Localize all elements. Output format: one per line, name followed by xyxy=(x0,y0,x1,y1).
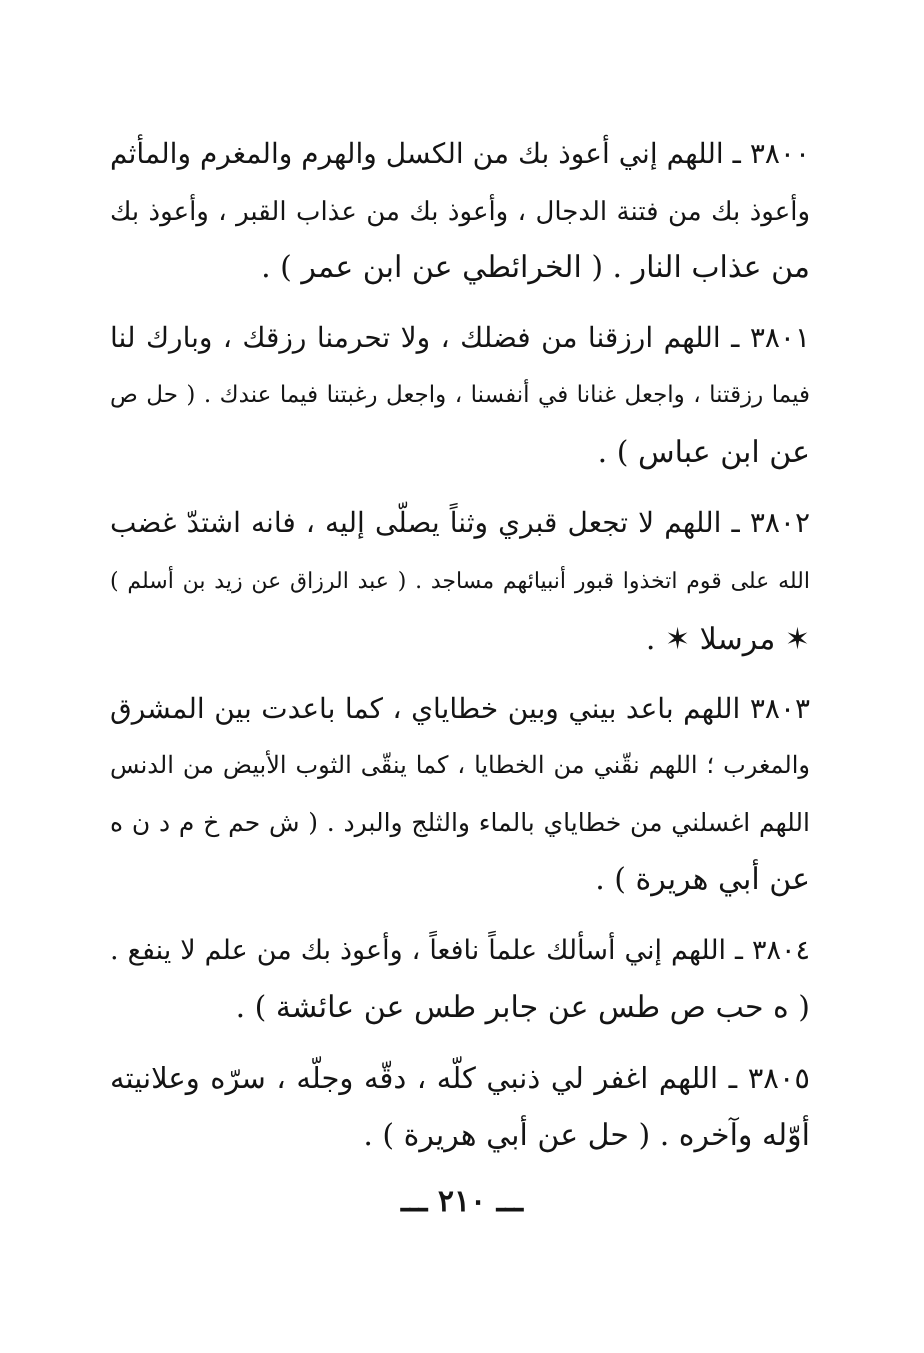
text-line: وأعوذ بك من فتنة الدجال ، وأعوذ بك من عذاب القبر ، وأعوذ بك xyxy=(110,197,810,227)
text-line: ٣٨٠٤ ـ اللهم إني أسألك علماً نافعاً ، وأعوذ بك من علم لا ينفع . xyxy=(110,935,810,966)
text-line: ٣٨٠٢ ـ اللهم لا تجعل قبري وثناً يصلّى إليه ، فانه اشتدّ غضب xyxy=(110,506,810,539)
text-line: أوّله وآخره . ( حل عن أبي هريرة ) . xyxy=(363,1118,810,1153)
text-line: والمغرب ؛ اللهم نقّني من الخطايا ، كما ينقّى الثوب الأبيض من الدنس xyxy=(110,751,810,779)
text-line: ٣٨٠٣ اللهم باعد بيني وبين خطاياي ، كما باعدت بين المشرق xyxy=(110,692,811,725)
text-line: الله على قوم اتخذوا قبور أنبيائهم مساجد . ( عبد الرزاق عن زيد بن أسلم ) xyxy=(110,569,810,594)
text-line: ✶ مرسلا ✶ . xyxy=(645,622,810,657)
text-line: اللهم اغسلني من خطاياي بالماء والثلج والبرد . ( ش حم خ م د ن ه xyxy=(110,808,810,837)
text-line: عن ابن عباس ) . xyxy=(597,435,810,470)
text-line: ٣٨٠١ ـ اللهم ارزقنا من فضلك ، ولا تحرمنا رزقك ، وبارك لنا xyxy=(110,321,810,354)
text-line: ( ه حب ص طس عن جابر طس عن عائشة ) . xyxy=(235,990,810,1025)
text-line: من عذاب النار . ( الخرائطي عن ابن عمر ) . xyxy=(261,250,810,285)
text-line: فيما رزقتنا ، واجعل غنانا في أنفسنا ، واجعل رغبتنا فيما عندك . ( حل ص xyxy=(110,382,810,408)
page-number: ـــ ٢١٠ ـــ xyxy=(401,1184,523,1219)
text-line: عن أبي هريرة ) . xyxy=(595,862,810,897)
text-line: ٣٨٠٥ ـ اللهم اغفر لي ذنبي كلّه ، دقّه وجلّه ، سرّه وعلانيته xyxy=(110,1061,810,1095)
text-line: ٣٨٠٠ ـ اللهم إني أعوذ بك من الكسل والهرم والمغرم والمأثم xyxy=(110,137,810,170)
